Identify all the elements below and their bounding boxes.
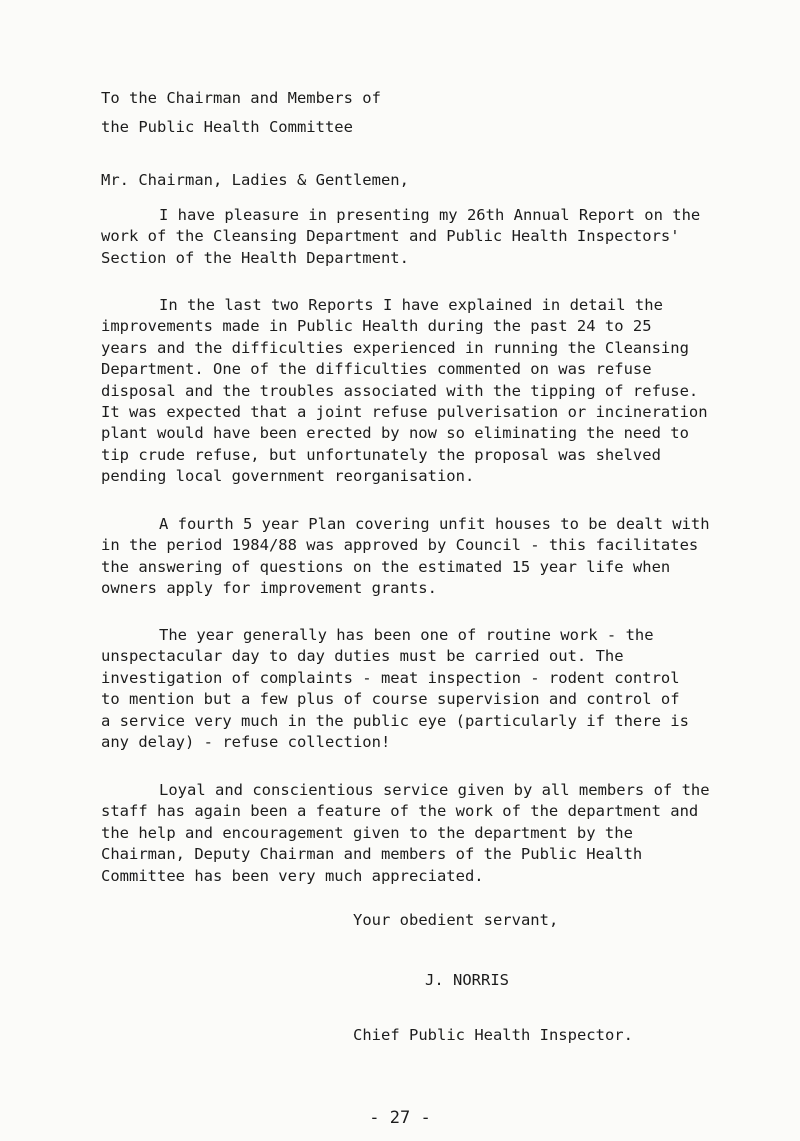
address-line-1: To the Chairman and Members of [101, 89, 381, 107]
address-line-2: the Public Health Committee [101, 118, 353, 136]
closing: Your obedient servant, [353, 911, 559, 929]
page-number: - 27 - [369, 1108, 431, 1128]
paragraph-3: A fourth 5 year Plan covering unfit houses to be dealt with in the period 1984/88 was approved by Council - this facilitates the answering of questions on the estimated 15 year life when owners apply for improvement grants. [101, 515, 710, 598]
signature-name: J. NORRIS [425, 971, 509, 989]
salutation: Mr. Chairman, Ladies & Gentlemen, [101, 171, 409, 189]
paragraph-4: The year generally has been one of routine work - the unspectacular day to day duties must be carried out. The investigation of complaints - meat inspection - rodent control to mention but a few plus of course supervision and control of a service very much in the public eye (particularly if there is any delay) - refuse collection! [101, 626, 689, 752]
paragraph-5: Loyal and conscientious service given by all members of the staff has again been a feature of the work of the department and the help and encouragement given to the department by the Chairman, Deputy Chairman and members of the Public Health Committee has been very much appreciated. [101, 781, 710, 885]
paragraph-2: In the last two Reports I have explained in detail the improvements made in Public Health during the past 24 to 25 years and the difficulties experienced in running the Cleansing Department. One of the difficulties commented on was refuse disposal and the troubles associated with the tipping of refuse. It was expected that a joint refuse pulverisation or incineration plant would have been erected by now so eliminating the need to tip crude refuse, but unfortunately the proposal was shelved pending local government reorganisation. [101, 296, 708, 486]
signature-title: Chief Public Health Inspector. [353, 1026, 633, 1044]
paragraph-1: I have pleasure in presenting my 26th Annual Report on the work of the Cleansing Department and Public Health Inspectors' Section of the Health Department. [101, 206, 701, 267]
